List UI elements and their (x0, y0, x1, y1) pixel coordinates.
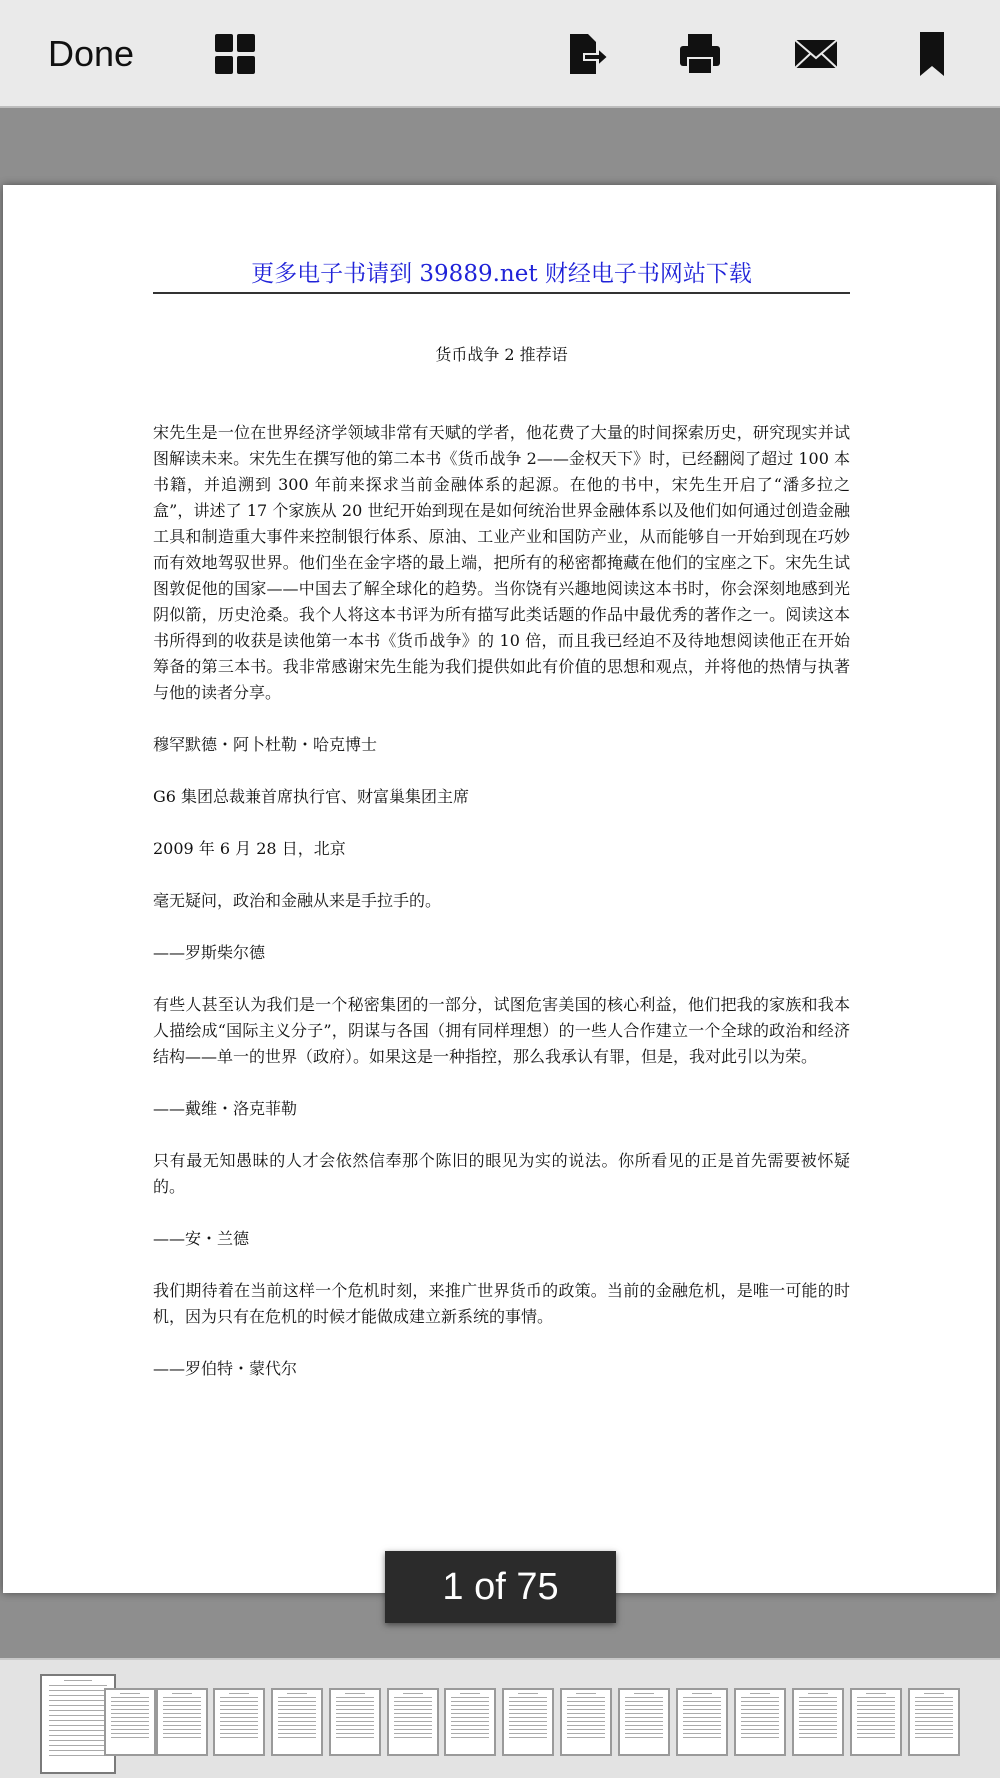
thumbnail-text-line (857, 1713, 895, 1714)
document-page[interactable] (3, 185, 996, 1593)
thumbnail-text-line (857, 1721, 895, 1722)
thumbnail-text-line (451, 1721, 489, 1722)
thumbnail-text-line (857, 1729, 895, 1730)
thumbnail-text-line (741, 1721, 779, 1722)
thumbnail-text-line (336, 1721, 374, 1722)
thumbnail-text-line (394, 1725, 432, 1726)
thumbnail-page[interactable] (156, 1688, 208, 1756)
thumbnail-text-line (163, 1709, 201, 1710)
thumbnail-text-line (220, 1713, 258, 1714)
thumbnail-text-line (857, 1701, 895, 1702)
thumbnail-text-line (49, 1720, 107, 1721)
thumbnail-text-line (857, 1733, 895, 1734)
thumbnail-text-line (49, 1735, 107, 1736)
thumbnail-text-line (915, 1725, 953, 1726)
thumbnail-text-line (915, 1705, 953, 1706)
thumbnail-text-line (451, 1697, 489, 1698)
thumbnail-page[interactable] (213, 1688, 265, 1756)
thumbnail-text-line (451, 1737, 489, 1738)
thumbnail-text-line (111, 1737, 149, 1738)
thumbnail-text-line (741, 1697, 779, 1698)
thumbnail-page[interactable] (387, 1688, 439, 1756)
thumbnail-text-line (741, 1725, 779, 1726)
thumbnail-text-line (799, 1733, 837, 1734)
thumbnail-text-line (683, 1737, 721, 1738)
thumbnail-text-line (567, 1705, 605, 1706)
thumbnail-text-line (278, 1713, 316, 1714)
thumbnail-text-line (625, 1729, 663, 1730)
thumbnail-text-line (799, 1717, 837, 1718)
thumbnail-text-line (509, 1721, 547, 1722)
thumbnail-text-line (336, 1725, 374, 1726)
thumbnail-text-line (163, 1721, 201, 1722)
thumbnail-text-line (220, 1725, 258, 1726)
thumbnail-text-line (220, 1709, 258, 1710)
thumbnail-text-line (163, 1713, 201, 1714)
thumbnail-text-line (111, 1713, 149, 1714)
paragraph: ——戴维・洛克菲勒 (153, 1099, 298, 1118)
thumbnail-text-line (394, 1733, 432, 1734)
thumbnail-text-line (799, 1737, 837, 1738)
thumbnail-page[interactable] (850, 1688, 902, 1756)
thumbnail-text-line (451, 1733, 489, 1734)
thumbnail-text-line (163, 1733, 201, 1734)
thumbnail-text-line (683, 1701, 721, 1702)
thumbnail-text-line (741, 1717, 779, 1718)
thumbnail-text-line (111, 1725, 149, 1726)
thumbnail-text-line (451, 1713, 489, 1714)
thumbnail-text-line (278, 1701, 316, 1702)
thumbnail-text-line (278, 1717, 316, 1718)
thumbnail-text-line (49, 1685, 107, 1686)
thumbnail-text-line (163, 1717, 201, 1718)
done-button[interactable]: Done (48, 33, 135, 74)
thumbnail-text-line (278, 1721, 316, 1722)
thumbnail-text-line (220, 1733, 258, 1734)
thumbnail-text-line (625, 1717, 663, 1718)
paragraph: G6 集团总裁兼首席执行官、财富巢集团主席 (153, 787, 470, 806)
thumbnail-text-line (163, 1705, 201, 1706)
thumbnail-text-line (808, 1693, 827, 1694)
thumbnail-text-line (741, 1737, 779, 1738)
thumbnail-text-line (220, 1701, 258, 1702)
thumbnail-page[interactable] (502, 1688, 554, 1756)
thumbnail-text-line (111, 1721, 149, 1722)
thumbnail-text-line (509, 1717, 547, 1718)
thumbnail-text-line (915, 1737, 953, 1738)
thumbnail-text-line (799, 1713, 837, 1714)
thumbnail-text-line (220, 1705, 258, 1706)
thumbnail-text-line (509, 1729, 547, 1730)
thumbnail-text-line (220, 1717, 258, 1718)
thumbnail-text-line (336, 1705, 374, 1706)
thumbnail-text-line (163, 1725, 201, 1726)
thumbnail-text-line (915, 1701, 953, 1702)
thumbnail-text-line (394, 1721, 432, 1722)
thumbnail-page[interactable] (444, 1688, 496, 1756)
thumbnail-text-line (683, 1733, 721, 1734)
thumbnail-text-line (336, 1717, 374, 1718)
thumbnail-page[interactable] (271, 1688, 323, 1756)
thumbnail-text-line (915, 1717, 953, 1718)
thumbnail-text-line (915, 1709, 953, 1710)
thumbnail-text-line (567, 1721, 605, 1722)
thumbnail-text-line (278, 1705, 316, 1706)
thumbnail-text-line (799, 1701, 837, 1702)
thumbnail-text-line (49, 1725, 107, 1726)
thumbnail-text-line (683, 1729, 721, 1730)
thumbnail-text-line (163, 1737, 201, 1738)
page-body-text (153, 420, 850, 1408)
thumbnail-text-line (120, 1693, 139, 1694)
thumbnail-text-line (625, 1713, 663, 1714)
thumbnail-text-line (394, 1729, 432, 1730)
thumbnail-text-line (625, 1709, 663, 1710)
thumbnail-text-line (49, 1715, 107, 1716)
paragraph: 毫无疑问，政治和金融从来是手拉手的。 (153, 891, 442, 910)
thumbnail-text-line (451, 1701, 489, 1702)
thumbnail-text-line (683, 1697, 721, 1698)
thumbnail-text-line (509, 1737, 547, 1738)
thumbnail-text-line (220, 1737, 258, 1738)
thumbnail-text-line (741, 1709, 779, 1710)
paragraph: ——罗伯特・蒙代尔 (153, 1359, 298, 1378)
thumbnail-text-line (683, 1709, 721, 1710)
share-export-icon[interactable] (562, 30, 610, 78)
thumbnail-text-line (567, 1737, 605, 1738)
thumbnail-text-line (111, 1697, 149, 1698)
thumbnail-text-line (915, 1733, 953, 1734)
thumbnail-text-line (683, 1717, 721, 1718)
thumbnail-page[interactable] (329, 1688, 381, 1756)
thumbnail-text-line (567, 1725, 605, 1726)
thumbnail-text-line (741, 1705, 779, 1706)
bookmark-icon[interactable] (908, 30, 956, 78)
thumbnail-page[interactable] (676, 1688, 728, 1756)
thumbnail-text-line (683, 1721, 721, 1722)
thumbnail-text-line (915, 1729, 953, 1730)
thumbnail-text-line (692, 1693, 711, 1694)
thumbnail-text-line (336, 1729, 374, 1730)
thumbnail-text-line (336, 1713, 374, 1714)
thumbnail-text-line (394, 1701, 432, 1702)
thumbnail-text-line (518, 1693, 537, 1694)
thumbnail-text-line (509, 1705, 547, 1706)
thumbnail-text-line (750, 1693, 769, 1694)
thumbnail-text-line (857, 1697, 895, 1698)
thumbnail-text-line (567, 1713, 605, 1714)
thumbnail-text-line (172, 1693, 191, 1694)
thumbnail-text-line (278, 1709, 316, 1710)
thumbnail-text-line (278, 1725, 316, 1726)
thumbnail-page[interactable] (618, 1688, 670, 1756)
page-title: 货币战争 2 推荐语 (435, 345, 568, 364)
page-counter: 1 of 75 (385, 1551, 616, 1623)
thumbnail-text-line (625, 1721, 663, 1722)
grid-icon[interactable] (211, 30, 259, 78)
thumbnail-text-line (111, 1733, 149, 1734)
thumbnail-text-line (567, 1697, 605, 1698)
thumbnail-text-line (567, 1709, 605, 1710)
thumbnail-text-line (111, 1705, 149, 1706)
thumbnail-page[interactable] (560, 1688, 612, 1756)
thumbnail-text-line (287, 1693, 306, 1694)
print-icon[interactable] (676, 30, 724, 78)
thumbnail-text-line (509, 1713, 547, 1714)
thumbnail-text-line (683, 1713, 721, 1714)
thumbnail-text-line (683, 1725, 721, 1726)
thumbnail-text-line (49, 1755, 107, 1756)
thumbnail-text-line (111, 1709, 149, 1710)
banner-divider (153, 292, 850, 294)
thumbnail-text-line (49, 1690, 107, 1691)
thumbnail-text-line (451, 1705, 489, 1706)
thumbnail-text-line (799, 1729, 837, 1730)
thumbnail-text-line (741, 1733, 779, 1734)
thumbnail-text-line (625, 1697, 663, 1698)
paragraph: 有些人甚至认为我们是一个秘密集团的一部分，试图危害美国的核心利益，他们把我的家族和我本人描绘成“国际主义分子”，阴谋与各国（拥有同样理想）的一些人合作建立一个全球的政治和经济结构——单一的世界（政府）。如果这是一种指控，那么我承认有罪，但是，我对此引以为荣。 (153, 995, 850, 1066)
thumbnail-text-line (741, 1729, 779, 1730)
thumbnail-text-line (509, 1733, 547, 1734)
thumbnail-text-line (394, 1705, 432, 1706)
paragraph: 只有最无知愚昧的人才会依然信奉那个陈旧的眼见为实的说法。你所看见的正是首先需要被怀疑的。 (153, 1151, 850, 1196)
thumbnail-text-line (509, 1701, 547, 1702)
thumbnail-text-line (394, 1737, 432, 1738)
thumbnail-text-line (567, 1733, 605, 1734)
thumbnail-text-line (278, 1737, 316, 1738)
thumbnail-text-line (741, 1713, 779, 1714)
paragraph: 宋先生是一位在世界经济学领域非常有天赋的学者，他花费了大量的时间探索历史，研究现实并试图解读未来。宋先生在撰写他的第二本书《货币战争 2——金权天下》时，已经翻阅了超过 100 本书籍，并追溯到 300 年前来探求当前金融体系的起源。在他的书中，宋先生开启了“潘多拉之盒”，讲述了 17 个家族从 20 世纪开始到现在是如何统治世界金融体系以及他们如何通过创造金融工具和制造重大事件来控制银行体系、原油、工业产业和国防产业，从而能够自一开始到现在巧妙而有效地驾驭世界。他们坐在金字塔的最上端，把所有的秘密都掩藏在他们的宝座之下。宋先生试图敦促他的国家——中国去了解全球化的趋势。当你饶有兴趣地阅读这本书时，你会深刻地感到光阴似箭，历史沧桑。我个人将这本书评为所有描写此类话题的作品中最优秀的著作之一。阅读这本书所得到的收获是读他第一本书《货币战争》的 10 倍，而且我已经迫不及待地想阅读他正在开始筹备的第三本书。我非常感谢宋先生能为我们提供如此有价值的思想和观点，并将他的热情与执著与他的读者分享。 (153, 423, 850, 702)
thumbnail-page[interactable] (734, 1688, 786, 1756)
thumbnail-text-line (625, 1725, 663, 1726)
thumbnail-text-line (683, 1705, 721, 1706)
thumbnail-text-line (394, 1697, 432, 1698)
thumbnail-text-line (49, 1730, 107, 1731)
mail-icon[interactable] (792, 30, 840, 78)
thumbnail-text-line (451, 1717, 489, 1718)
thumbnail-text-line (857, 1725, 895, 1726)
thumbnail-text-line (509, 1725, 547, 1726)
thumbnail-text-line (49, 1740, 107, 1741)
thumbnail-text-line (49, 1750, 107, 1751)
thumbnail-text-line (111, 1717, 149, 1718)
thumbnail-text-line (49, 1710, 107, 1711)
thumbnail-text-line (394, 1713, 432, 1714)
thumbnail-text-line (278, 1697, 316, 1698)
thumbnail-text-line (336, 1737, 374, 1738)
thumbnail-text-line (625, 1737, 663, 1738)
thumbnail-text-line (163, 1701, 201, 1702)
thumbnail-text-line (451, 1729, 489, 1730)
thumbnail-text-line (403, 1693, 422, 1694)
thumbnail-text-line (915, 1721, 953, 1722)
thumbnail-text-line (460, 1693, 479, 1694)
thumbnail-text-line (111, 1701, 149, 1702)
thumbnail-text-line (625, 1733, 663, 1734)
thumbnail-text-line (915, 1713, 953, 1714)
thumbnail-text-line (915, 1697, 953, 1698)
thumbnail-text-line (567, 1717, 605, 1718)
thumbnail-text-line (163, 1729, 201, 1730)
thumbnail-text-line (857, 1709, 895, 1710)
thumbnail-text-line (451, 1709, 489, 1710)
thumbnail-text-line (336, 1697, 374, 1698)
thumbnail-page[interactable] (908, 1688, 960, 1756)
thumbnail-text-line (345, 1693, 364, 1694)
thumbnail-text-line (278, 1729, 316, 1730)
thumbnail-text-line (799, 1697, 837, 1698)
thumbnail-text-line (509, 1709, 547, 1710)
thumbnail-text-line (49, 1705, 107, 1706)
thumbnail-text-line (741, 1701, 779, 1702)
thumbnail-text-line (49, 1700, 107, 1701)
thumbnail-text-line (509, 1697, 547, 1698)
thumbnail-text-line (220, 1721, 258, 1722)
thumbnail-text-line (394, 1717, 432, 1718)
paragraph: 2009 年 6 月 28 日，北京 (153, 839, 346, 858)
thumbnail-text-line (278, 1733, 316, 1734)
thumbnail-text-line (576, 1693, 595, 1694)
thumbnail-text-line (336, 1701, 374, 1702)
thumbnail-text-line (229, 1693, 248, 1694)
thumbnail-text-line (567, 1729, 605, 1730)
thumbnail-text-line (567, 1701, 605, 1702)
paragraph: ——安・兰德 (153, 1229, 250, 1248)
thumbnail-text-line (336, 1709, 374, 1710)
thumbnail-text-line (163, 1697, 201, 1698)
page-banner-link[interactable]: 更多电子书请到 39889.net 财经电子书网站下载 (251, 261, 752, 287)
thumbnail-text-line (857, 1705, 895, 1706)
thumbnail-text-line (64, 1680, 93, 1681)
thumbnail-text-line (625, 1705, 663, 1706)
thumbnail-page[interactable] (792, 1688, 844, 1756)
thumbnail-text-line (336, 1733, 374, 1734)
thumbnail-text-line (799, 1709, 837, 1710)
thumbnail-text-line (394, 1709, 432, 1710)
thumbnail-text-line (799, 1721, 837, 1722)
thumbnail-text-line (220, 1697, 258, 1698)
thumbnail-text-line (857, 1717, 895, 1718)
thumbnail-text-line (451, 1725, 489, 1726)
paragraph: 穆罕默德・阿卜杜勒・哈克博士 (153, 735, 378, 754)
thumbnail-text-line (866, 1693, 885, 1694)
top-toolbar (0, 0, 1000, 108)
thumbnail-text-line (924, 1693, 943, 1694)
thumbnail-text-line (49, 1695, 107, 1696)
paragraph: 我们期待着在当前这样一个危机时刻，来推广世界货币的政策。当前的金融危机，是唯一可能的时机，因为只有在危机的时候才能做成建立新系统的事情。 (153, 1281, 850, 1326)
paragraph: ——罗斯柴尔德 (153, 943, 266, 962)
thumbnail-text-line (220, 1729, 258, 1730)
thumbnail-text-line (49, 1745, 107, 1746)
thumbnail-strip[interactable] (0, 1658, 1000, 1778)
thumbnail-text-line (625, 1701, 663, 1702)
thumbnail-text-line (634, 1693, 653, 1694)
thumbnail-text-line (799, 1725, 837, 1726)
thumbnail-text-line (857, 1737, 895, 1738)
thumbnail-page[interactable] (104, 1688, 156, 1756)
thumbnail-text-line (799, 1705, 837, 1706)
thumbnail-text-line (111, 1729, 149, 1730)
